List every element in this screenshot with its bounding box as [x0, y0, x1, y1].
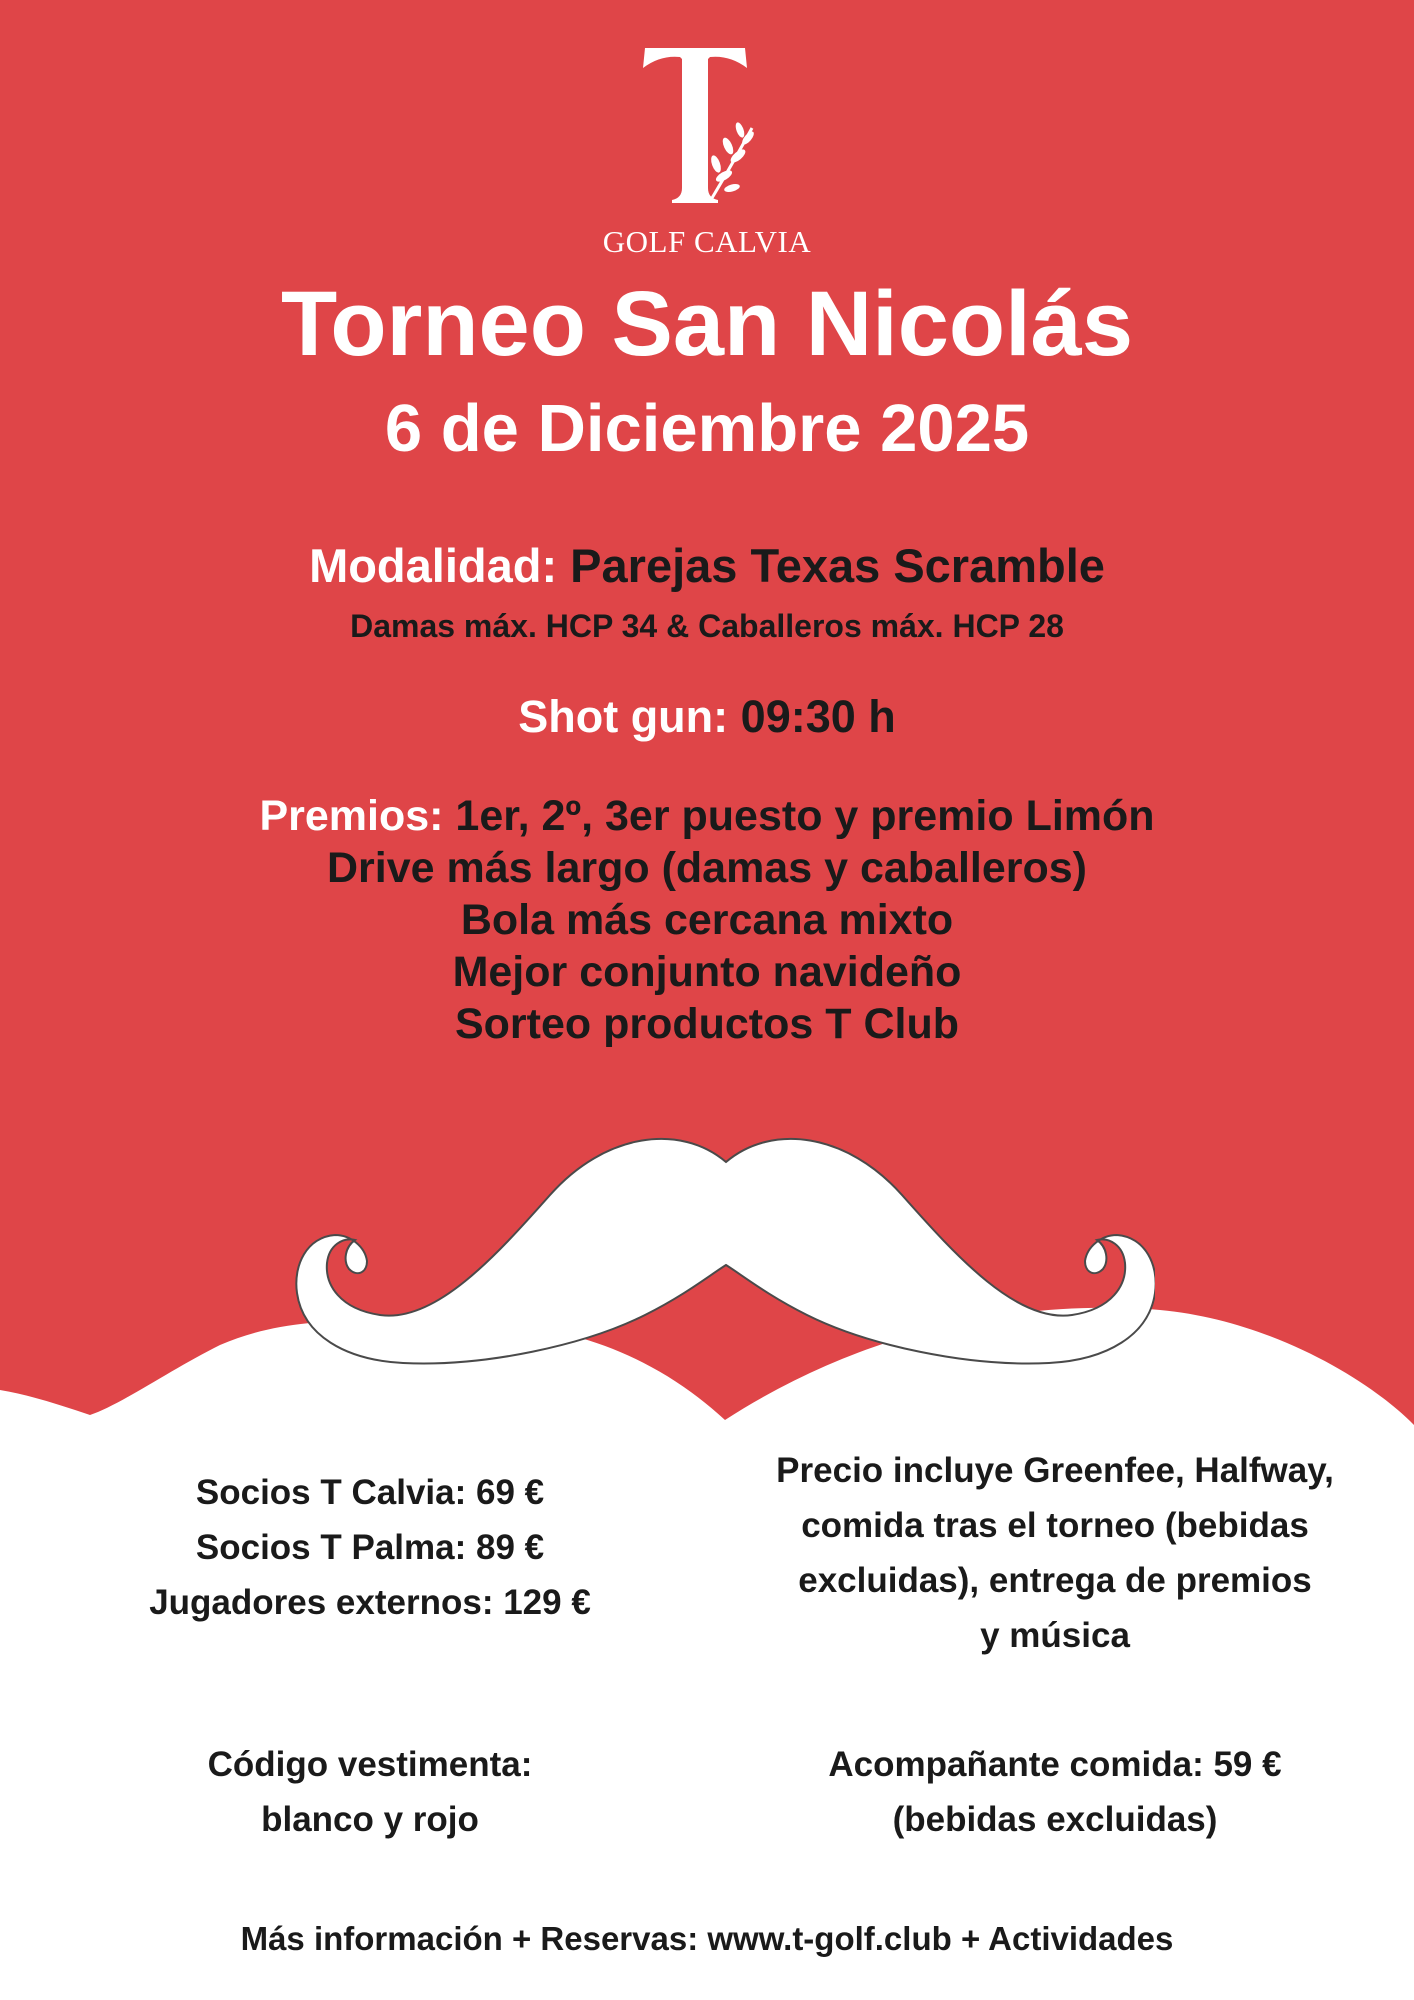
- shotgun-value: 09:30 h: [740, 691, 896, 742]
- shotgun-label: Shot gun:: [518, 691, 729, 742]
- companion-line: (bebidas excluidas): [892, 1800, 1218, 1839]
- golf-calvia-logo-mark: [620, 38, 770, 213]
- footer-info: Más información + Reservas: www.t-golf.club + Actividades: [240, 1920, 1174, 1957]
- prizes-podium: 1er, 2º, 3er puesto y premio Limón: [455, 792, 1155, 840]
- prize-item: Sorteo productos T Club: [454, 1000, 960, 1048]
- pricing-block: [95, 1465, 645, 1630]
- prizes-first-line: [0, 790, 1414, 842]
- dress-code-block: [95, 1737, 645, 1847]
- format-value: Parejas Texas Scramble: [570, 539, 1105, 592]
- includes-block: [715, 1443, 1395, 1663]
- mustache-illustration: [285, 1135, 1155, 1375]
- format-label: Modalidad:: [309, 539, 558, 592]
- price-line: Jugadores externos: 129 €: [149, 1583, 591, 1622]
- format-line: [0, 538, 1414, 594]
- includes-line: comida tras el torneo (bebidas: [801, 1506, 1309, 1545]
- brand-name: GOLF CALVIA: [602, 224, 812, 259]
- includes-line: excluidas), entrega de premios: [798, 1561, 1312, 1600]
- price-line: Socios T Calvia: 69 €: [195, 1473, 545, 1512]
- prize-item: Mejor conjunto navideño: [452, 948, 962, 996]
- prize-item: Bola más cercana mixto: [460, 896, 954, 944]
- event-date: 6 de Diciembre 2025: [384, 391, 1030, 466]
- prizes-label: Premios:: [259, 792, 444, 840]
- companion-line: Acompañante comida: 59 €: [828, 1745, 1282, 1784]
- prizes-block: [0, 790, 1414, 1050]
- event-title: Torneo San Nicolás: [280, 273, 1134, 375]
- prize-item: Drive más largo (damas y caballeros): [326, 844, 1088, 892]
- handicap-note: Damas máx. HCP 34 & Caballeros máx. HCP 28: [350, 608, 1064, 644]
- dress-code-line: blanco y rojo: [261, 1800, 479, 1839]
- companion-block: [715, 1737, 1395, 1847]
- price-line: Socios T Palma: 89 €: [195, 1528, 545, 1567]
- shotgun-line: [0, 690, 1414, 744]
- includes-line: y música: [980, 1616, 1130, 1655]
- includes-line: Precio incluye Greenfee, Halfway,: [776, 1451, 1334, 1490]
- dress-code-line: Código vestimenta:: [207, 1745, 533, 1784]
